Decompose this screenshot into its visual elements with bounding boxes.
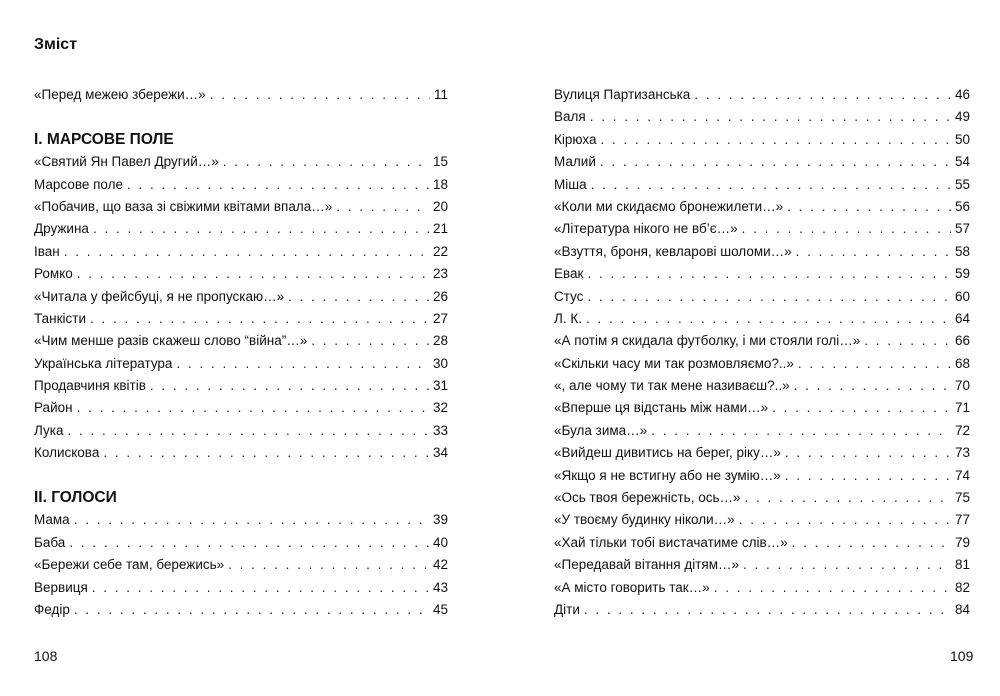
entry-title: «У твоєму будинку ніколи…» bbox=[554, 512, 735, 528]
toc-entry bbox=[34, 577, 448, 599]
entry-title: «Вийдеш дивитись на берег, ріку…» bbox=[554, 445, 781, 461]
entry-page: 11 bbox=[433, 87, 448, 102]
entry-page: 21 bbox=[432, 221, 448, 237]
toc-entry bbox=[34, 174, 448, 196]
toc-entry bbox=[554, 151, 970, 173]
dot-leader bbox=[739, 509, 951, 531]
entry-title: «Передавай вітання дітям…» bbox=[554, 557, 739, 573]
entry-title: Вулиця Партизанська bbox=[554, 87, 691, 102]
toc-entry bbox=[554, 487, 970, 509]
dot-leader bbox=[311, 330, 429, 352]
dot-leader bbox=[745, 487, 951, 509]
entry-title: Район bbox=[34, 400, 73, 416]
dot-leader bbox=[796, 241, 951, 263]
entry-title: Мама bbox=[34, 512, 70, 528]
entry-page: 64 bbox=[954, 310, 970, 326]
toc-entry bbox=[34, 330, 448, 352]
right-page bbox=[500, 0, 1000, 696]
toc-entry bbox=[554, 196, 970, 218]
entry-page: 28 bbox=[432, 333, 448, 349]
entry-page: 66 bbox=[954, 333, 970, 349]
dot-leader bbox=[742, 218, 951, 240]
dot-leader bbox=[600, 129, 951, 151]
entry-title: «Якщо я не встигну або не зумію…» bbox=[554, 467, 781, 483]
entry-title: Л. К. bbox=[554, 310, 582, 326]
dot-leader bbox=[787, 196, 951, 218]
dot-leader bbox=[785, 442, 951, 464]
right-toc-list bbox=[554, 84, 970, 621]
dot-leader bbox=[336, 196, 429, 218]
entry-title: Малий bbox=[554, 154, 596, 170]
section2-entries bbox=[34, 509, 448, 621]
entry-title: Стус bbox=[554, 288, 584, 304]
entry-page: 72 bbox=[954, 422, 970, 438]
entry-page: 68 bbox=[954, 355, 970, 371]
entry-title: «А місто говорить так…» bbox=[554, 579, 710, 595]
dot-leader bbox=[74, 509, 429, 531]
toc-entry bbox=[554, 532, 970, 554]
entry-title: Іван bbox=[34, 243, 60, 259]
toc-entry bbox=[554, 353, 970, 375]
dot-leader bbox=[288, 286, 429, 308]
entry-title: «Бережи себе там, бережись» bbox=[34, 557, 225, 573]
entry-title: «Скільки часу ми так розмовляємо?..» bbox=[554, 355, 794, 371]
toc-entry bbox=[554, 509, 970, 531]
dot-leader bbox=[223, 151, 429, 173]
entry-title: Ромко bbox=[34, 266, 73, 282]
entry-title: «, але чому ти так мене називаєш?..» bbox=[554, 378, 790, 394]
toc-entry bbox=[554, 286, 970, 308]
section-heading-2: II. ГОЛОСИ bbox=[34, 489, 117, 507]
toc-entry bbox=[34, 554, 448, 576]
dot-leader bbox=[150, 375, 429, 397]
toc-entry bbox=[34, 353, 448, 375]
entry-page: 71 bbox=[954, 400, 970, 416]
toc-entry bbox=[34, 532, 448, 554]
entry-page: 77 bbox=[954, 512, 970, 528]
dot-leader bbox=[785, 465, 951, 487]
toc-entry bbox=[34, 241, 448, 263]
entry-title: Танкісти bbox=[34, 310, 86, 326]
dot-leader bbox=[77, 263, 429, 285]
toc-entry bbox=[34, 599, 448, 621]
dot-leader bbox=[587, 286, 951, 308]
dot-leader bbox=[743, 554, 951, 576]
dot-leader bbox=[600, 151, 951, 173]
entry-page: 31 bbox=[432, 378, 448, 394]
entry-title: Федір bbox=[34, 601, 70, 617]
dot-leader bbox=[864, 330, 951, 352]
entry-page: 39 bbox=[432, 512, 448, 528]
dot-leader bbox=[127, 174, 429, 196]
toc-entry bbox=[34, 420, 448, 442]
toc-entry bbox=[554, 397, 970, 419]
entry-title: «Читала у фейсбуці, я не пропускаю…» bbox=[34, 288, 285, 304]
entry-title: «Хай тільки тобі вистачатиме слів…» bbox=[554, 534, 788, 550]
dot-leader bbox=[587, 263, 951, 285]
entry-page: 57 bbox=[954, 221, 970, 237]
toc-entry bbox=[34, 263, 448, 285]
dot-leader bbox=[590, 106, 951, 128]
toc-entry bbox=[554, 129, 970, 151]
dot-leader bbox=[103, 442, 429, 464]
entry-page: 30 bbox=[432, 355, 448, 371]
entry-title: Діти bbox=[554, 601, 580, 617]
entry-page: 22 bbox=[432, 243, 448, 259]
entry-page: 55 bbox=[954, 176, 970, 192]
dot-leader bbox=[93, 218, 429, 240]
entry-title: Колискова bbox=[34, 445, 100, 461]
dot-leader bbox=[69, 532, 429, 554]
entry-title: «Святий Ян Павел Другий…» bbox=[34, 154, 219, 170]
dot-leader bbox=[694, 84, 951, 106]
entry-page: 26 bbox=[432, 288, 448, 304]
entry-page: 40 bbox=[432, 534, 448, 550]
spacer bbox=[34, 465, 448, 487]
dot-leader bbox=[772, 397, 951, 419]
entry-page: 49 bbox=[954, 109, 970, 125]
toc-entry bbox=[34, 509, 448, 531]
dot-leader bbox=[586, 308, 951, 330]
entry-page: 42 bbox=[432, 557, 448, 573]
dot-leader bbox=[176, 353, 429, 375]
entry-page: 75 bbox=[954, 490, 970, 506]
toc-entry bbox=[554, 263, 970, 285]
toc-entry bbox=[34, 397, 448, 419]
dot-leader bbox=[210, 84, 430, 106]
entry-page: 81 bbox=[954, 557, 970, 573]
entry-page: 27 bbox=[432, 310, 448, 326]
entry-title: «Чим менше разів скажеш слово “війна”…» bbox=[34, 333, 308, 349]
toc-entry bbox=[554, 308, 970, 330]
entry-page: 20 bbox=[432, 198, 448, 214]
entry-page: 18 bbox=[432, 176, 448, 192]
dot-leader bbox=[67, 420, 428, 442]
dot-leader bbox=[591, 174, 951, 196]
dot-leader bbox=[74, 599, 429, 621]
toc-entry-intro bbox=[34, 84, 448, 106]
entry-page: 32 bbox=[432, 400, 448, 416]
toc-entry bbox=[34, 151, 448, 173]
toc-entry bbox=[34, 375, 448, 397]
entry-page: 82 bbox=[954, 579, 970, 595]
toc-entry bbox=[34, 308, 448, 330]
page-number-right: 109 bbox=[950, 648, 974, 664]
toc-entry bbox=[34, 196, 448, 218]
entry-title: Кірюха bbox=[554, 131, 597, 147]
section-heading-1: I. МАРСОВЕ ПОЛЕ bbox=[34, 130, 174, 148]
toc-entry bbox=[554, 218, 970, 240]
entry-page: 15 bbox=[432, 154, 448, 170]
entry-page: 50 bbox=[954, 131, 970, 147]
entry-page: 58 bbox=[954, 243, 970, 259]
entry-title: Валя bbox=[554, 109, 586, 125]
entry-title: «Побачив, що ваза зі свіжими квітами впала…» bbox=[34, 198, 333, 214]
dot-leader bbox=[228, 554, 429, 576]
entry-page: 60 bbox=[954, 288, 970, 304]
entry-page: 54 bbox=[954, 154, 970, 170]
entry-title: «Вперше ця відстань між нами…» bbox=[554, 400, 769, 416]
entry-page: 74 bbox=[954, 467, 970, 483]
entry-title: «Література нікого не вб’є…» bbox=[554, 221, 738, 237]
toc-entry bbox=[554, 554, 970, 576]
page-number-left: 108 bbox=[34, 648, 58, 664]
left-toc-list bbox=[34, 84, 448, 621]
dot-leader bbox=[651, 420, 951, 442]
dot-leader bbox=[714, 577, 951, 599]
entry-title: «А потім я скидала футболку, і ми стояли голі…» bbox=[554, 333, 861, 349]
entry-title: Вервиця bbox=[34, 579, 88, 595]
dot-leader bbox=[90, 308, 429, 330]
dot-leader bbox=[77, 397, 429, 419]
entry-title: Марсове поле bbox=[34, 176, 124, 192]
toc-entry bbox=[554, 174, 970, 196]
entry-page: 79 bbox=[954, 534, 970, 550]
entry-title: «Перед межею збережи…» bbox=[34, 87, 206, 102]
entry-page: 33 bbox=[432, 422, 448, 438]
entry-title: «Коли ми скидаємо бронежилети…» bbox=[554, 198, 784, 214]
entry-title: Баба bbox=[34, 534, 66, 550]
entry-page: 73 bbox=[954, 445, 970, 461]
toc-entry bbox=[554, 420, 970, 442]
toc-entry bbox=[554, 599, 970, 621]
section1-entries bbox=[34, 151, 448, 464]
entry-title: Лука bbox=[34, 422, 64, 438]
toc-entry bbox=[554, 84, 970, 106]
entry-title: Міша bbox=[554, 176, 587, 192]
dot-leader bbox=[584, 599, 951, 621]
toc-title: Зміст bbox=[34, 36, 78, 53]
toc-entry bbox=[34, 286, 448, 308]
entry-title: Дружина bbox=[34, 221, 89, 237]
entry-page: 45 bbox=[432, 601, 448, 617]
dot-leader bbox=[64, 241, 429, 263]
toc-entry bbox=[554, 330, 970, 352]
toc-entry bbox=[554, 442, 970, 464]
dot-leader bbox=[92, 577, 429, 599]
dot-leader bbox=[792, 532, 951, 554]
entry-page: 59 bbox=[954, 266, 970, 282]
entry-page: 46 bbox=[954, 87, 970, 102]
entry-page: 56 bbox=[954, 198, 970, 214]
entry-title: «Була зима…» bbox=[554, 422, 648, 438]
entry-title: Продавчиня квітів bbox=[34, 378, 146, 394]
entry-title: Українська література bbox=[34, 355, 173, 371]
entry-title: Евак bbox=[554, 266, 584, 282]
toc-entry bbox=[554, 241, 970, 263]
entry-page: 43 bbox=[432, 579, 448, 595]
entry-page: 23 bbox=[432, 266, 448, 282]
spacer bbox=[34, 106, 448, 128]
entry-page: 70 bbox=[954, 378, 970, 394]
toc-entry bbox=[554, 465, 970, 487]
toc-entry bbox=[34, 442, 448, 464]
toc-entry bbox=[554, 577, 970, 599]
toc-entry bbox=[554, 375, 970, 397]
entry-page: 34 bbox=[432, 445, 448, 461]
entry-title: «Взуття, броня, кевларові шоломи…» bbox=[554, 243, 792, 259]
toc-entry bbox=[554, 106, 970, 128]
dot-leader bbox=[794, 375, 951, 397]
entry-page: 84 bbox=[954, 601, 970, 617]
entry-title: «Ось твоя бережність, ось…» bbox=[554, 490, 741, 506]
dot-leader bbox=[798, 353, 951, 375]
toc-entry bbox=[34, 218, 448, 240]
